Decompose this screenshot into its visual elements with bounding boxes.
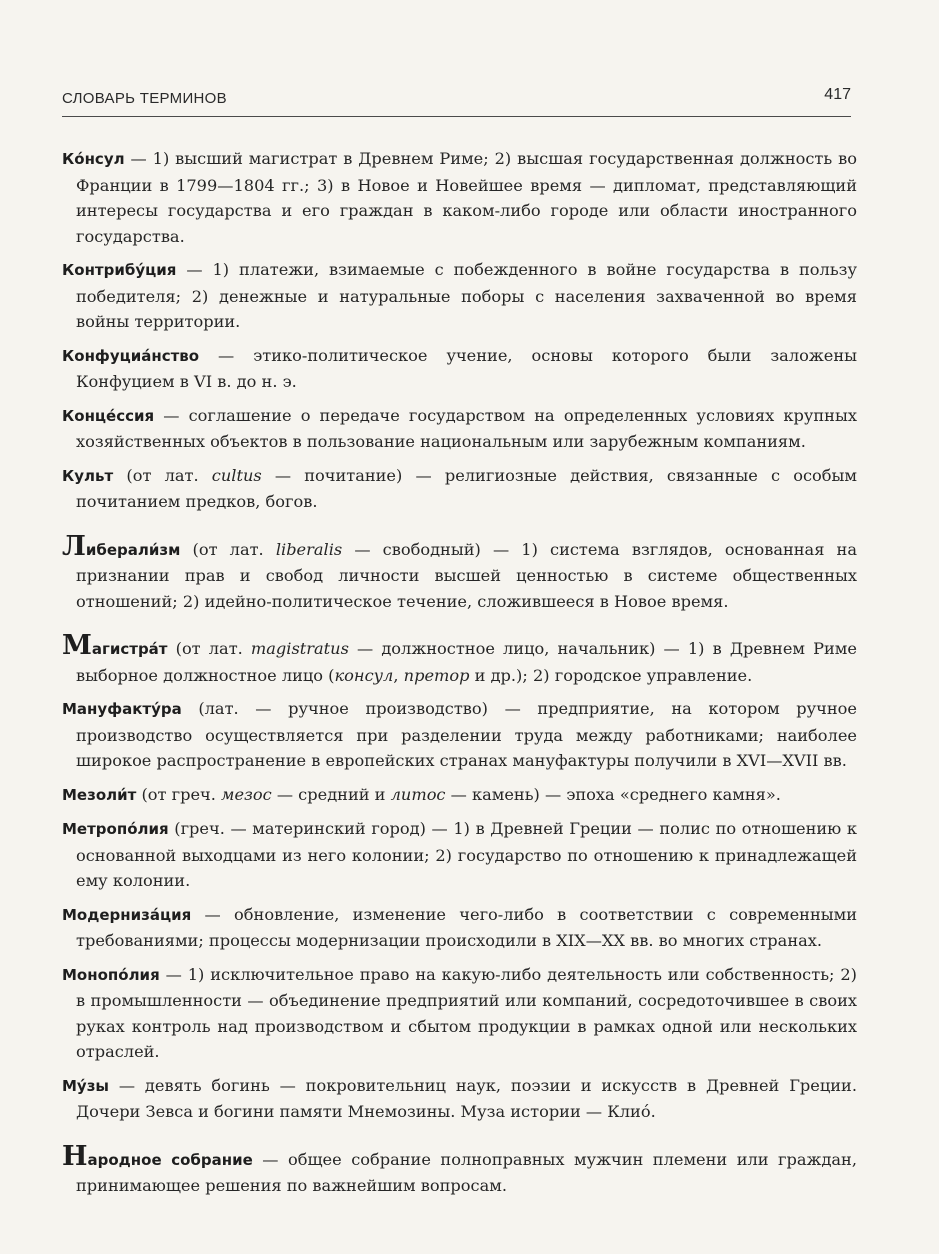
entry-muzy	[62, 1073, 857, 1125]
entry-modernizatsiya	[62, 902, 857, 954]
section-title: СЛОВАРЬ ТЕРМИНОВ	[62, 90, 227, 107]
entry-etymology: мезос	[221, 784, 272, 804]
entry-definition: — обновление, изменение чего-либо в соответствии с современными требованиями; процессы модернизации происходили в XIX—XX вв. во многих странах.	[76, 904, 857, 950]
entry-crossref: консул	[334, 665, 394, 685]
entry-definition-prefix: (от лат.	[167, 639, 251, 658]
entry-definition: — 1) исключительное право на какую-либо деятельность или собственность; 2) в промышленности — объединение предприятий или компаний, сосредоточившее в своих руках контроль над производством и сбытом продукции в рамках одной или нескольких отраслей.	[76, 964, 857, 1061]
entry-term: Конфуциа́нство	[62, 346, 200, 365]
entry-etymology: литос	[390, 784, 446, 804]
entry-definition: — камень) — эпоха «среднего камня».	[445, 784, 781, 804]
entry-term: Мануфакту́ра	[62, 700, 182, 718]
entry-magistrat	[62, 630, 857, 688]
entry-definition: — почитание) — религиозные действия, связанные с особым почитанием предков, богов.	[76, 465, 857, 511]
entry-definition: (лат. — ручное производство) — предприятие, на котором ручное производство осуществляется при разделении труда между работниками; наиболее широкое распространение в европейских странах мануфактуры получили в XVI—XVII вв.	[76, 699, 857, 770]
entry-term: Му́зы	[62, 1076, 109, 1095]
entry-narodnoe-sobranie	[62, 1140, 857, 1199]
entry-term: Контрибу́ция	[62, 261, 177, 279]
entry-definition: — общее собрание полноправных мужчин племени или граждан, принимающее решения по важнейшим вопросам.	[76, 1149, 857, 1195]
entry-definition-prefix: (от лат.	[113, 465, 212, 485]
entry-kontributsiya	[62, 257, 857, 335]
entry-crossref: претор	[403, 665, 470, 685]
entry-etymology: liberalis	[275, 539, 343, 559]
entry-definition-prefix: (от лат.	[180, 539, 276, 559]
section-letter: Н	[62, 1140, 88, 1172]
entry-kontsessiya	[62, 403, 857, 455]
entry-mezolit	[62, 782, 857, 809]
entry-definition: — девять богинь — покровительниц наук, поэзии и искусств в Древней Греции. Дочери Зевса и богини памяти Мнемозины. Муза истории — Клио́.	[76, 1075, 857, 1121]
entry-term: Ко́нсул	[62, 150, 125, 168]
entry-definition: — 1) высший магистрат в Древнем Риме; 2) высшая государственная должность во Франции в 1799—1804 гг.; 3) в Новое и Новейшее время — дипломат, представляющий интересы государства и его граждан в каком-либо городе или области иностранного государства.	[76, 149, 857, 246]
entry-term: Конце́ссия	[62, 406, 155, 425]
entry-term: Метропо́лия	[62, 820, 169, 838]
entry-manufaktura	[62, 696, 857, 774]
section-letter: М	[62, 630, 92, 661]
entry-monopoliya	[62, 962, 857, 1065]
entry-etymology: cultus	[211, 465, 262, 485]
entry-term: агистра́т	[91, 640, 168, 658]
entry-definition: — этико-политическое учение, основы которого были заложены Конфуцием в VI в. до н. э.	[76, 345, 857, 391]
entry-konsul	[62, 146, 857, 249]
entry-definition: — должностное лицо, начальник) — 1) в Древнем Риме выборное должностное лицо (	[76, 639, 857, 685]
entry-definition: — 1) платежи, взимаемые с побежденного в войне государства в пользу победителя; 2) денежные и натуральные поборы с населения захваченной во время войны территории.	[76, 260, 857, 331]
entry-definition: (греч. — материнский город) — 1) в Древней Греции — полис по отношению к основанной выходцами из него колонии; 2) государство по отношению к принадлежащей ему колонии.	[76, 819, 857, 890]
page-number: 417	[824, 86, 851, 103]
glossary-entries	[62, 146, 857, 1199]
entry-definition: — соглашение о передаче государством на определенных условиях крупных хозяйственных объектов в пользование национальным или зарубежным компаниям.	[76, 405, 857, 451]
entry-term: Мезоли́т	[62, 785, 137, 804]
entry-term: Культ	[62, 466, 114, 485]
entry-metropoliya	[62, 816, 857, 894]
entry-kult	[62, 463, 857, 515]
entry-term: Модерниза́ция	[62, 905, 192, 924]
entry-definition: ,	[393, 665, 404, 685]
entry-term: иберали́зм	[85, 540, 181, 559]
entry-liberalizm	[62, 530, 857, 615]
running-header	[62, 86, 851, 117]
entry-term: ародное собрание	[87, 1150, 253, 1169]
entry-definition: и др.); 2) городское управление.	[469, 665, 753, 685]
entry-definition: — средний и	[271, 784, 391, 804]
section-letter: Л	[62, 530, 86, 562]
entry-definition-prefix: (от греч.	[136, 784, 222, 804]
entry-etymology: magistratus	[250, 639, 349, 658]
entry-definition: — свободный) — 1) система взглядов, основанная на признании прав и свобод личности высшей ценностью в системе общественных отношений; 2) идейно-политическое течение, сложившееся в Новое время.	[76, 539, 857, 611]
entry-term: Монопо́лия	[62, 965, 160, 984]
entry-konfutsianstvo	[62, 343, 857, 395]
